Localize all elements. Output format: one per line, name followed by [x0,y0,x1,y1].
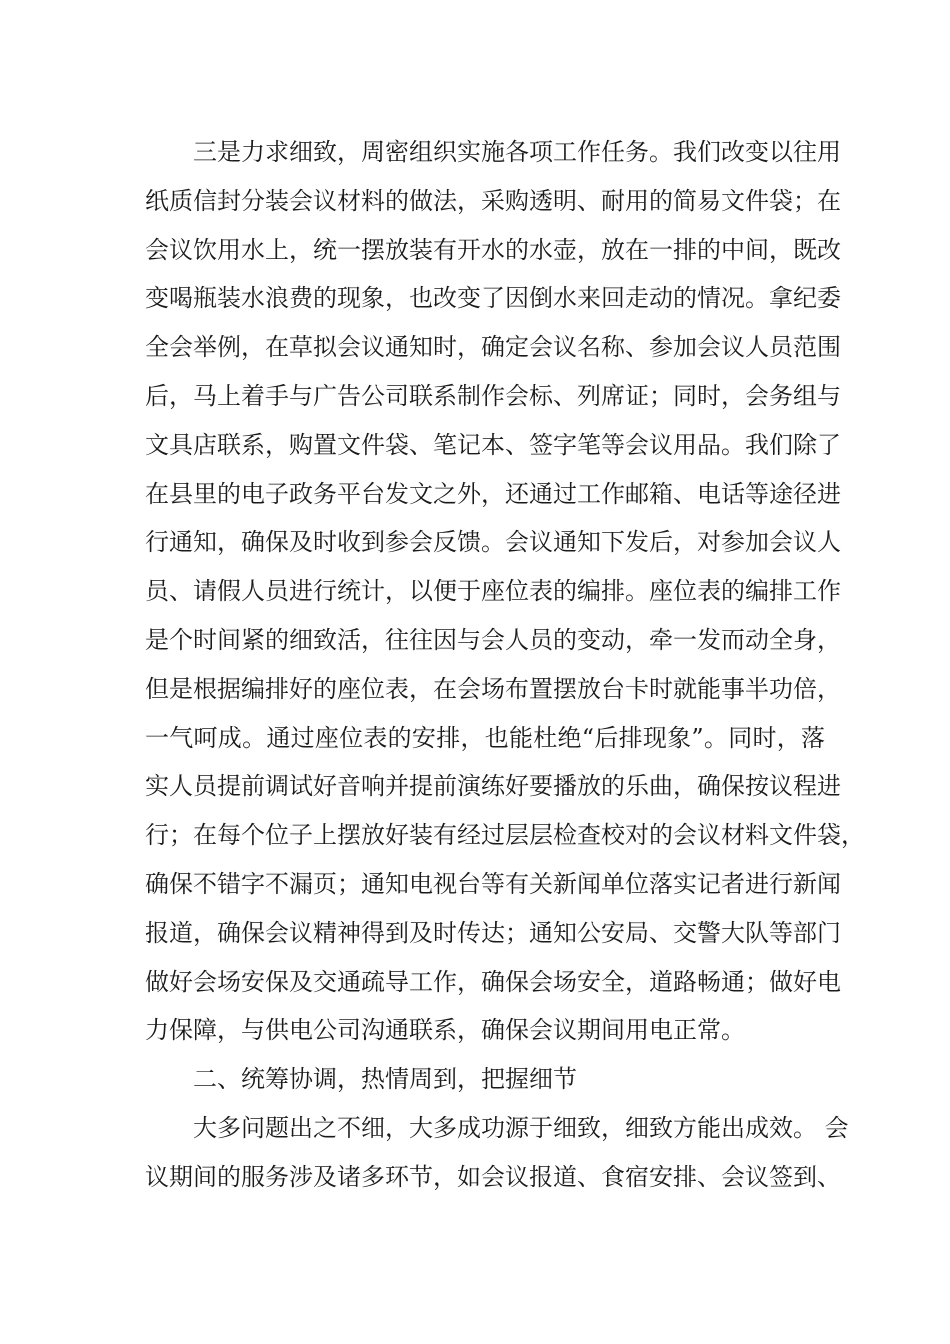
paragraph-line: 行；在每个位子上摆放好装有经过层层检查校对的会议材料文件袋， [145,821,865,850]
paragraph-organization [145,128,865,1055]
paragraph-line: 实人员提前调试好音响并提前演练好要播放的乐曲，确保按议程进 [145,772,841,801]
paragraph-line: 大多问题出之不细，大多成功源于细致，细致方能出成效。 会 [193,1113,849,1142]
paragraph-line: 确保不错字不漏页；通知电视台等有关新闻单位落实记者进行新闻 [145,869,841,898]
paragraph-line: 但是根据编排好的座位表，在会场布置摆放台卡时就能事半功倍， [145,674,841,703]
paragraph-line: 后，马上着手与广告公司联系制作会标、列席证；同时，会务组与 [145,381,841,410]
paragraph-line: 力保障，与供电公司沟通联系，确保会议期间用电正常。 [145,1016,745,1045]
paragraph-line: 报道，确保会议精神得到及时传达；通知公安局、交警大队等部门 [145,918,841,947]
paragraph-line: 做好会场安保及交通疏导工作，确保会场安全，道路畅通；做好电 [145,967,841,996]
paragraph-line: 在县里的电子政务平台发文之外，还通过工作邮箱、电话等途径进 [145,479,841,508]
paragraph-line: 全会举例，在草拟会议通知时，确定会议名称、参加会议人员范围 [145,333,841,362]
paragraph-line: 纸质信封分装会议材料的做法，采购透明、耐用的简易文件袋；在 [145,186,841,215]
paragraph-line: 三是力求细致，周密组织实施各项工作任务。我们改变以往用 [193,138,841,166]
paragraph-line: 是个时间紧的细致活，往往因与会人员的变动，牵一发而动全身， [145,625,841,654]
paragraph-line: 变喝瓶装水浪费的现象，也改变了因倒水来回走动的情况。拿纪委 [145,284,841,313]
paragraph-line: 议期间的服务涉及诸多环节，如会议报道、食宿安排、会议签到、 [145,1162,841,1191]
paragraph-details [145,1104,849,1202]
paragraph-line: 行通知，确保及时收到参会反馈。会议通知下发后，对参加会议人 [145,528,841,557]
paragraph-line: 会议饮用水上，统一摆放装有开水的水壶，放在一排的中间，既改 [145,235,841,264]
paragraph-line: 一气呵成。通过座位表的安排，也能杜绝“后排现象”。同时，落 [145,723,825,752]
section-heading: 二、统筹协调，热情周到，把握细节 [193,1065,577,1094]
document-body [145,128,865,1202]
paragraph-line: 文具店联系，购置文件袋、笔记本、签字笔等会议用品。我们除了 [145,430,841,459]
paragraph-line: 员、请假人员进行统计，以便于座位表的编排。座位表的编排工作 [145,577,841,606]
